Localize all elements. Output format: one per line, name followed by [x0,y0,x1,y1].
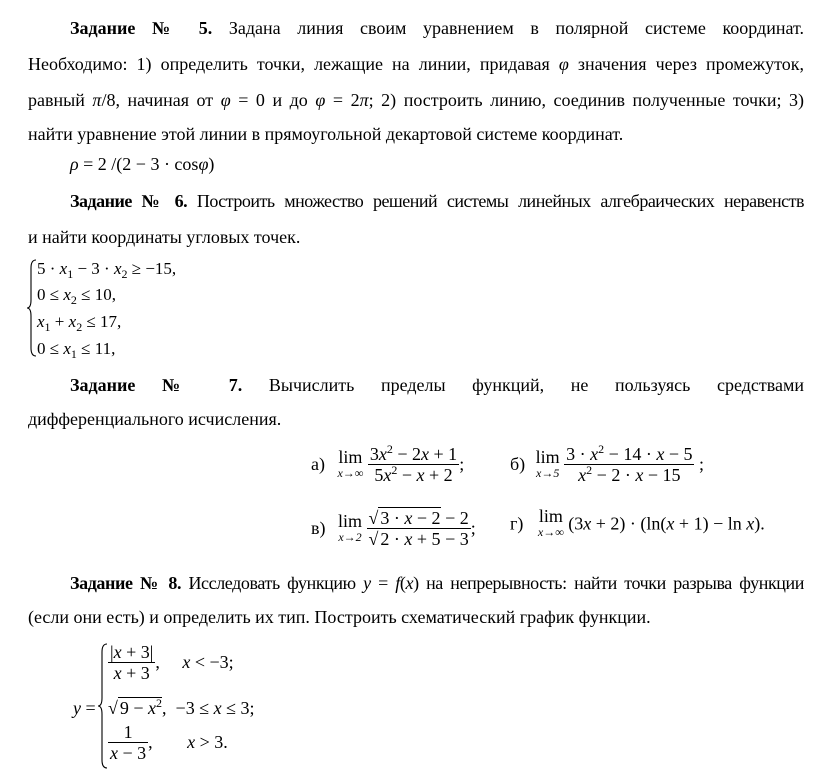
piece-3: $\frac{1}{x - 3}$ , x > 3. [110,722,228,763]
task8-line1: Задание № 8. Исследовать функцию y = f(x) на непрерывность: найти точки разрыва функции [70,573,804,593]
system-row-4: $0 \le x_1 \le 11$, [37,339,116,361]
task7-line2: дифференциального исчисления. [28,409,282,429]
piece-1: $\frac{|x + 3|}{x + 3}$ , x < −3; [110,642,234,683]
task7-title: Задание № 7. [70,375,243,395]
system-row-3: $x_1 + x_2 \le 17$, [37,312,122,334]
task6-line2: и найти координаты угловых точек. [28,227,301,247]
task5-title: Задание № 5. [70,18,213,38]
task5-line4: найти уравнение этой линии в прямоугольной декартовой системе координат. [28,124,624,144]
piece-2: √ $9 - x^2$, −3 ≤ x ≤ 3; [108,696,255,718]
task5-text-1: Задана линия своим уравнением в полярной системе координат. [228,18,804,38]
piecewise-lhs: y = [73,698,96,718]
task5-line3: равный π/8, начиная от φ = 0 и до φ = 2π; 2) построить линию, соединив полученные точки; 3) [28,90,804,110]
limit-c: в) lim x→2 $\frac{√ 3 \cdot x - 2 - 2}{√ 2 \cdot x + 5 - 3}$ ; [311,508,476,549]
limit-b: б) lim x→5 $\frac{3 \cdot x^2 - 14 \cdot x - 5}{x^2 - 2 \cdot x - 15}$ ; [510,442,704,485]
task5-formula: ρ = 2 /(2 − 3 · cosφ) [70,154,215,174]
task8-title: Задание № 8. [70,573,182,593]
task6-line1: Задание № 6. Построить множество решений системы линейных алгебраических неравенств [70,191,805,211]
limit-d: г) lim x→∞ (3x + 2) · (ln(x + 1) − ln x). [510,506,765,539]
task5-line1 [70,17,804,39]
system-row-2: $0 \le x_2 \le 10$, [37,285,116,307]
task8-line2: (если они есть) и определить их тип. Построить схематический график функции. [28,607,651,627]
task5-line2: Необходимо: 1) определить точки, лежащие на линии, придавая φ значения через промежуток, [28,54,804,74]
system-row-1: $5 \cdot x_1 - 3 \cdot x_2 \ge -15$, [37,259,177,281]
limit-a: а) lim x→∞ $\frac{3x^2 - 2x + 1}{5x^2 - x + 2}$ ; [311,442,465,485]
task7-line1: Задание № 7. Вычислить пределы функций, не пользуясь средствами [70,375,804,395]
task6-title: Задание № 6. [70,191,188,211]
